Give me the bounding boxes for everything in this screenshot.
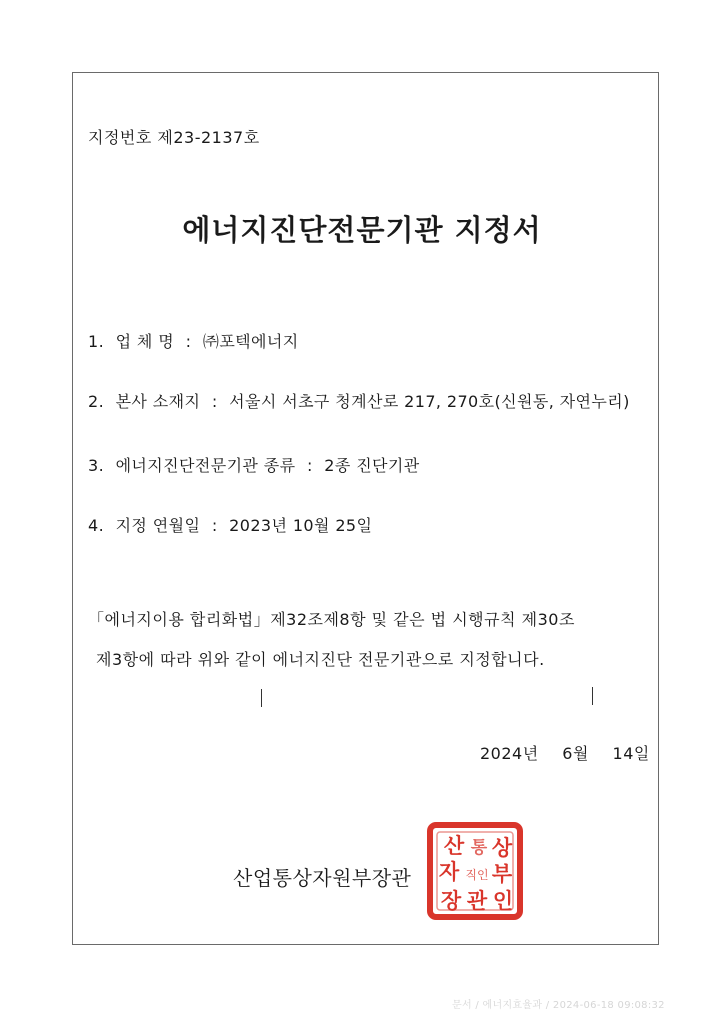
seal-char: 인 [492, 889, 514, 913]
seal-center-text: 직인 [465, 868, 489, 882]
issue-month: 6월 [562, 744, 589, 763]
item-number: 4. [88, 516, 105, 535]
item-number: 3. [88, 456, 105, 475]
item-number: 2. [88, 392, 105, 411]
document-title: 에너지진단전문기관 지정서 [182, 213, 542, 247]
item-label: 에너지진단전문기관 종류 [115, 456, 296, 475]
issue-date [480, 741, 650, 764]
issue-year: 2024년 [480, 744, 539, 763]
seal-char: 장 [440, 889, 462, 913]
registration-footer-stamp: 문서 / 에너지효율과 / 2024-06-18 09:08:32 [452, 1000, 665, 1011]
item-label: 본사 소재지 [115, 392, 201, 411]
item-company-name [88, 329, 299, 352]
designation-number: 지정번호 제23-2137호 [88, 128, 260, 147]
item-designation-date [88, 513, 372, 536]
seal-char: 자 [438, 860, 460, 884]
item-separator: : [185, 332, 192, 351]
item-label: 업 체 명 [115, 332, 175, 351]
item-value: 2종 진단기관 [324, 456, 420, 475]
item-institution-type [88, 453, 420, 476]
seal-char: 통 [470, 838, 488, 858]
issuing-authority: 산업통상자원부장관 [233, 866, 412, 890]
item-separator: : [211, 392, 218, 411]
item-separator: : [306, 456, 313, 475]
issue-day: 14일 [612, 744, 650, 763]
item-number: 1. [88, 332, 105, 351]
item-value: ㈜포텍에너지 [202, 332, 299, 351]
legal-basis-line-2: 제3항에 따라 위와 같이 에너지진단 전문기관으로 지정합니다. [96, 650, 545, 669]
official-seal [427, 822, 523, 920]
item-label: 지정 연월일 [115, 516, 201, 535]
seal-char: 상 [491, 836, 513, 860]
seal-char: 관 [466, 889, 488, 913]
legal-basis-line-1: 「에너지이용 합리화법」제32조제8항 및 같은 법 시행규칙 제30조 [88, 610, 575, 629]
item-value: 서울시 서초구 청계산로 217, 270호(신원동, 자연누리) [229, 392, 630, 411]
seal-char: 산 [443, 834, 465, 858]
item-headquarters-address [88, 389, 630, 412]
item-value: 2023년 10월 25일 [229, 516, 373, 535]
document-border [72, 72, 659, 945]
scan-mark-left [261, 689, 262, 707]
scan-mark-right [592, 687, 593, 705]
item-separator: : [211, 516, 218, 535]
seal-char: 부 [491, 862, 513, 886]
